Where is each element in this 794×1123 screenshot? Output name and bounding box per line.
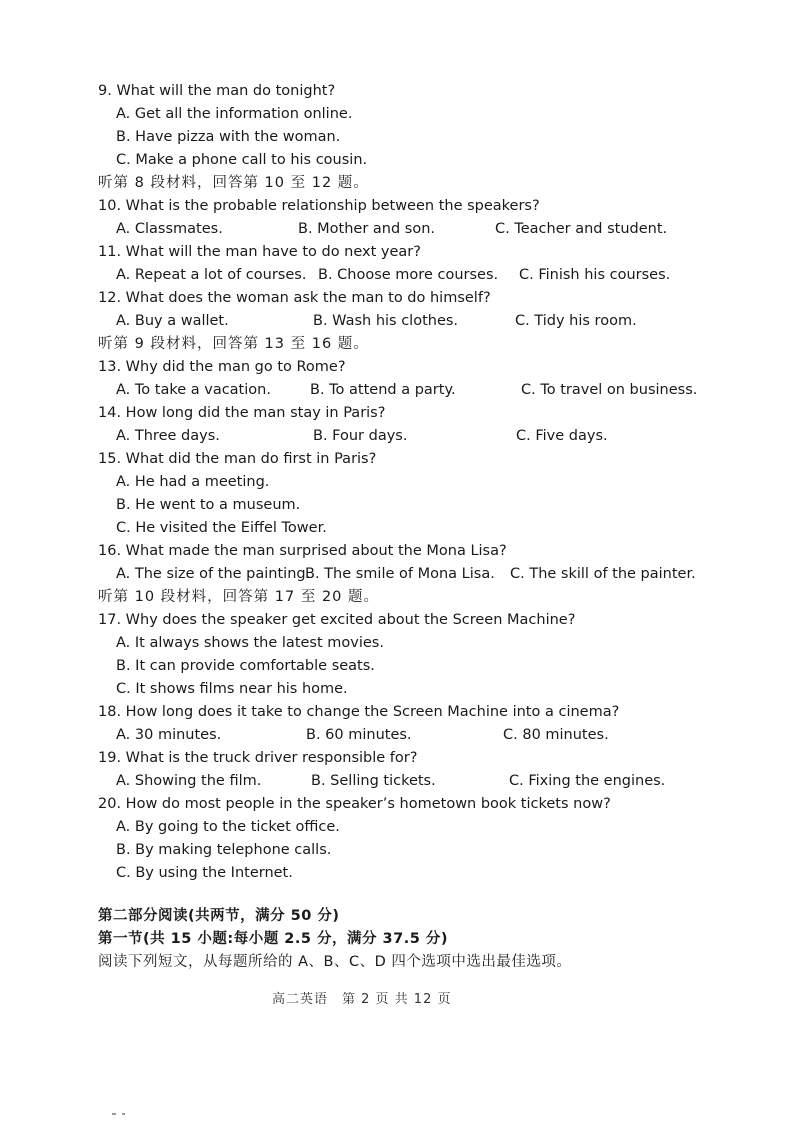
q20-option-c: C. By using the Internet. xyxy=(116,865,293,881)
part-2-heading: 第二部分阅读(共两节，满分 50 分) xyxy=(98,908,340,924)
q10-option-a: A. Classmates. xyxy=(116,221,223,237)
q16-option-c: C. The skill of the painter. xyxy=(510,566,696,582)
question-14: 14. How long did the man stay in Paris? xyxy=(98,405,386,421)
q13-option-a: A. To take a vacation. xyxy=(116,382,271,398)
q18-option-a: A. 30 minutes. xyxy=(116,727,222,743)
q19-option-c: C. Fixing the engines. xyxy=(509,773,666,789)
page-footer: 高二英语 第 2 页 共 12 页 xyxy=(272,992,452,1007)
question-10: 10. What is the probable relationship between the speakers? xyxy=(98,198,540,214)
question-11: 11. What will the man have to do next year? xyxy=(98,244,421,260)
q13-option-b: B. To attend a party. xyxy=(310,382,456,398)
scan-speck xyxy=(122,1113,125,1115)
q20-option-a: A. By going to the ticket office. xyxy=(116,819,340,835)
section-10-heading: 听第 10 段材料，回答第 17 至 20 题。 xyxy=(98,589,380,605)
q13-option-c: C. To travel on business. xyxy=(521,382,698,398)
q14-option-a: A. Three days. xyxy=(116,428,220,444)
q17-option-c: C. It shows films near his home. xyxy=(116,681,348,697)
question-12: 12. What does the woman ask the man to do himself? xyxy=(98,290,491,306)
q18-option-b: B. 60 minutes. xyxy=(306,727,412,743)
question-9: 9. What will the man do tonight? xyxy=(98,83,336,99)
section-1-heading: 第一节(共 15 小题:每小题 2.5 分，满分 37.5 分) xyxy=(98,931,448,947)
q11-option-c: C. Finish his courses. xyxy=(519,267,671,283)
q11-option-b: B. Choose more courses. xyxy=(318,267,499,283)
question-19: 19. What is the truck driver responsible for? xyxy=(98,750,418,766)
q15-option-c: C. He visited the Eiffel Tower. xyxy=(116,520,327,536)
q12-option-b: B. Wash his clothes. xyxy=(313,313,459,329)
q14-option-c: C. Five days. xyxy=(516,428,608,444)
q18-option-c: C. 80 minutes. xyxy=(503,727,609,743)
q15-option-b: B. He went to a museum. xyxy=(116,497,301,513)
q20-option-b: B. By making telephone calls. xyxy=(116,842,332,858)
q19-option-b: B. Selling tickets. xyxy=(311,773,436,789)
q17-option-b: B. It can provide comfortable seats. xyxy=(116,658,375,674)
q9-option-b: B. Have pizza with the woman. xyxy=(116,129,341,145)
q12-option-c: C. Tidy his room. xyxy=(515,313,637,329)
q16-option-a: A. The size of the painting. xyxy=(116,566,311,582)
section-9-heading: 听第 9 段材料，回答第 13 至 16 题。 xyxy=(98,336,369,352)
question-20: 20. How do most people in the speaker’s hometown book tickets now? xyxy=(98,796,611,812)
q19-option-a: A. Showing the film. xyxy=(116,773,262,789)
q14-option-b: B. Four days. xyxy=(313,428,408,444)
q11-option-a: A. Repeat a lot of courses. xyxy=(116,267,307,283)
q10-option-c: C. Teacher and student. xyxy=(495,221,668,237)
scan-speck xyxy=(112,1113,116,1115)
question-16: 16. What made the man surprised about the Mona Lisa? xyxy=(98,543,507,559)
question-18: 18. How long does it take to change the Screen Machine into a cinema? xyxy=(98,704,620,720)
q17-option-a: A. It always shows the latest movies. xyxy=(116,635,384,651)
question-15: 15. What did the man do first in Paris? xyxy=(98,451,377,467)
q10-option-b: B. Mother and son. xyxy=(298,221,436,237)
reading-instruction: 阅读下列短文，从每题所给的 A、B、C、D 四个选项中选出最佳选项。 xyxy=(98,954,572,970)
question-17: 17. Why does the speaker get excited about the Screen Machine? xyxy=(98,612,576,628)
q12-option-a: A. Buy a wallet. xyxy=(116,313,229,329)
section-8-heading: 听第 8 段材料，回答第 10 至 12 题。 xyxy=(98,175,369,191)
question-13: 13. Why did the man go to Rome? xyxy=(98,359,346,375)
q16-option-b: B. The smile of Mona Lisa. xyxy=(305,566,495,582)
q15-option-a: A. He had a meeting. xyxy=(116,474,270,490)
q9-option-c: C. Make a phone call to his cousin. xyxy=(116,152,368,168)
q9-option-a: A. Get all the information online. xyxy=(116,106,353,122)
